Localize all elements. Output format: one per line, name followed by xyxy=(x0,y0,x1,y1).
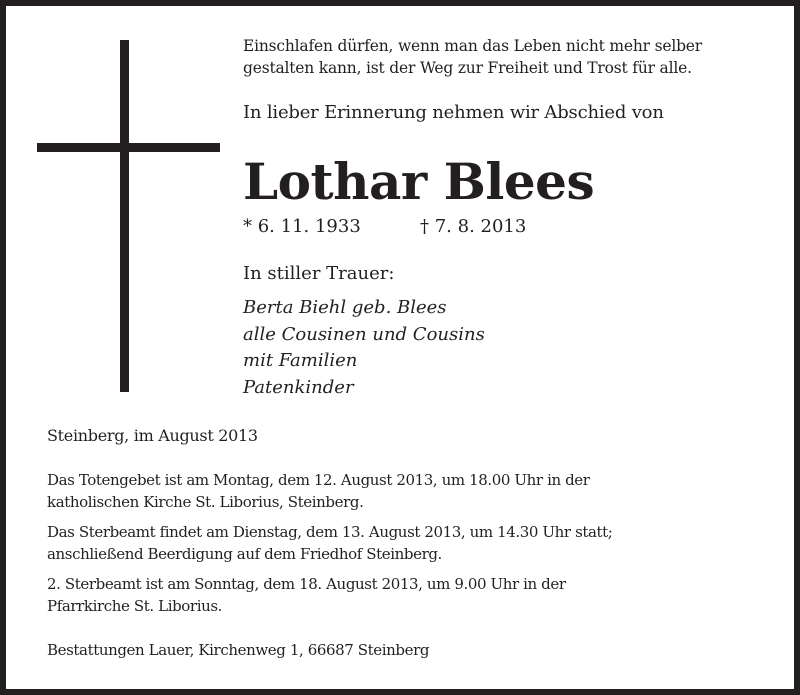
mourner-item: mit Familien xyxy=(243,350,358,371)
undertaker-info: Bestattungen Lauer, Kirchenweg 1, 66687 Steinberg xyxy=(47,641,430,659)
notice-prayer xyxy=(47,469,590,513)
cross-horizontal-bar xyxy=(37,143,220,152)
life-dates xyxy=(243,215,527,239)
place-date: Steinberg, im August 2013 xyxy=(47,426,258,445)
motto-line: gestalten kann, ist der Weg zur Freiheit und Trost für alle. xyxy=(243,59,692,77)
notice-line: 2. Sterbeamt ist am Sonntag, dem 18. August 2013, um 9.00 Uhr in der xyxy=(47,575,566,593)
notice-second-requiem xyxy=(47,573,566,617)
notice-line: anschließend Beerdigung auf dem Friedhof Steinberg. xyxy=(47,545,442,563)
mourner-item: Patenkinder xyxy=(243,376,354,398)
cross-vertical-bar xyxy=(120,40,129,392)
notice-line: Das Sterbeamt findet am Dienstag, dem 13. August 2013, um 14.30 Uhr statt; xyxy=(47,523,613,541)
notice-line: katholischen Kirche St. Liborius, Steinberg. xyxy=(47,493,364,511)
birth-date: * 6. 11. 1933 xyxy=(243,216,361,237)
mourners-list xyxy=(243,295,485,401)
mourner-item: alle Cousinen und Cousins xyxy=(243,323,485,345)
notice-line: Das Totengebet ist am Montag, dem 12. August 2013, um 18.00 Uhr in der xyxy=(47,471,590,489)
death-date: † 7. 8. 2013 xyxy=(420,216,527,237)
notice-requiem xyxy=(47,521,612,565)
deceased-name: Lothar Blees xyxy=(243,152,595,211)
mourner-item: Berta Biehl geb. Blees xyxy=(243,297,447,318)
notice-line: Pfarrkirche St. Liborius. xyxy=(47,597,223,615)
motto-quote xyxy=(243,35,702,79)
motto-line: Einschlafen dürfen, wenn man das Leben nicht mehr selber xyxy=(243,37,702,55)
mourning-label: In stiller Trauer: xyxy=(243,263,395,284)
intro-text: In lieber Erinnerung nehmen wir Abschied von xyxy=(243,102,664,123)
